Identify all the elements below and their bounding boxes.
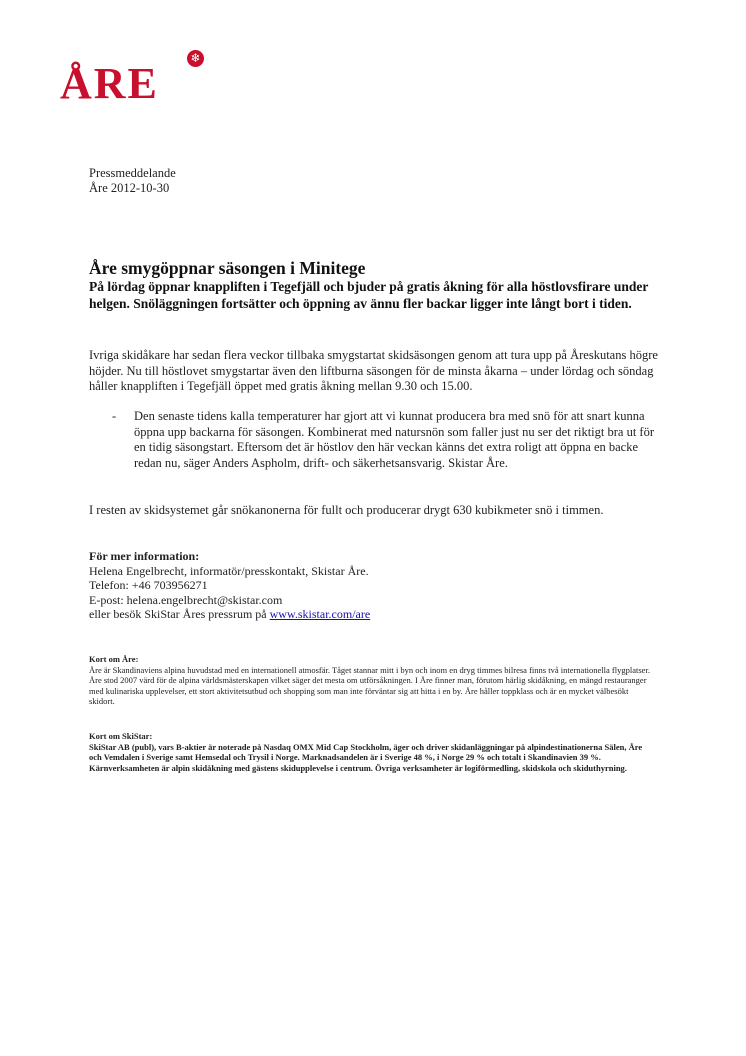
body-paragraph-2: I resten av skidsystemet går snökanonerna för fullt och producerar drygt 630 kubikmeter snö i timmen. bbox=[89, 503, 604, 517]
body-paragraph-1: Ivriga skidåkare har sedan flera veckor tillbaka smygstartat skidsäsongen genom att tura upp på Åreskutans högre höjder. Nu till höstlovet smygstartar även den liftburna säsongen för de minsta åkarna – under lördag och söndag håller knappliften i Tegefjäll öppet med gratis åkning mellan 9.30 och 15.00. bbox=[89, 348, 658, 393]
press-meta bbox=[89, 166, 176, 196]
about-skistar-block bbox=[89, 731, 655, 773]
snowflake-icon: ❄ bbox=[187, 50, 204, 67]
are-logo-text: ÅRE bbox=[60, 59, 159, 108]
about-skistar-title: Kort om SkiStar: bbox=[89, 731, 153, 741]
about-skistar-text: SkiStar AB (publ), vars B-aktier är noterade på Nasdaq OMX Mid Cap Stockholm, äger och driver skidanläggningar på alpindestinationerna Sälen, Åre och Vemdalen i Sverige samt Hemsedal och Trysil i Norge. Marknadsandelen är i Sverige 48 %, i Norge 29 % och totalt i Skandinavien 39 %. Kärnverksamheten är alpin skidåkning med gästens skidupplevelse i centrum. Övriga verksamheter är logiförmedling, skidskola och skiduthyrning. bbox=[89, 741, 643, 773]
are-logo bbox=[60, 48, 220, 108]
headline-block bbox=[89, 258, 669, 312]
page-title: Åre smygöppnar säsongen i Minitege bbox=[89, 258, 366, 278]
quote-text: Den senaste tidens kalla temperaturer har gjort att vi kunnat producera bra med snö för att snart kunna öppna upp backarna för säsongen. Kombinerat med natursnön som faller just nu ser det riktigt bra ut för en tidig säsongstart. Eftersom det är höstlov den här veckan känns det extra roligt att öppna en backe redan nu, säger Anders Aspholm, drift- och säkerhetsansvarig. Skistar Åre. bbox=[134, 409, 655, 470]
contact-phone: Telefon: +46 703956271 bbox=[89, 578, 208, 592]
quote-dash: - bbox=[112, 409, 117, 423]
about-are-block bbox=[89, 654, 655, 707]
pressroom-link[interactable]: www.skistar.com/are bbox=[269, 607, 371, 621]
lead-paragraph: På lördag öppnar knappliften i Tegefjäll och bjuder på gratis åkning för alla höstlovsfirare under helgen. Snöläggningen fortsätter och öppning av ännu fler backar ligger inte långt bort i tiden. bbox=[89, 279, 649, 311]
quote-block bbox=[89, 409, 669, 471]
document-type: Pressmeddelande bbox=[89, 166, 176, 180]
pressroom-prefix: eller besök SkiStar Åres pressrum på bbox=[89, 607, 270, 621]
contact-block bbox=[89, 549, 370, 622]
contact-title: För mer information: bbox=[89, 549, 200, 563]
contact-name: Helena Engelbrecht, informatör/presskontakt, Skistar Åre. bbox=[89, 563, 369, 578]
dateline: Åre 2012-10-30 bbox=[89, 181, 170, 195]
about-are-text: Åre är Skandinaviens alpina huvudstad med en internationell atmosfär. Tåget stannar mitt i byn och inom en dryg timmes bilresa finns två internationella flygplatser. Åre stod 2007 värd för de alpina världsmästerskapen vilket säger det mesta om utförsåkningen. I Åre finner man, förutom härlig skidåkning, en mängd restauranger med kulinariska upplevelser, ett stort aktivitetsutbud och shopping som man inte förväntar sig att hitta i en by. Åre håller toppklass och är en mycket välbesökt skidort. bbox=[89, 664, 650, 706]
about-are-title: Kort om Åre: bbox=[89, 654, 139, 664]
contact-email: E-post: helena.engelbrecht@skistar.com bbox=[89, 592, 283, 607]
pressroom-line bbox=[89, 607, 370, 622]
